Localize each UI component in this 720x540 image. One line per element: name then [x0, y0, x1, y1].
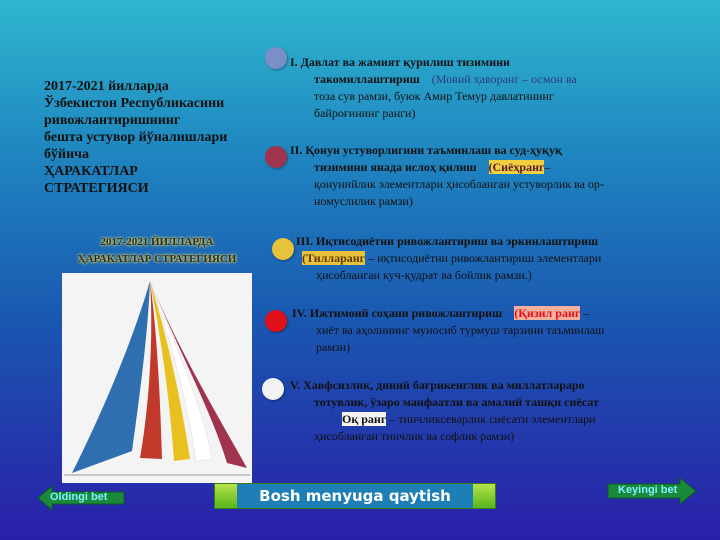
item-text: номуслилик рамзи) [314, 194, 413, 208]
item-heading: III. Иқтисодиётни ривожлантириш ва эркинлаштириш [296, 234, 599, 248]
item-color-tag: (Мовий ҳаворанг – осмон ва [431, 72, 577, 86]
item-text: – [544, 160, 551, 174]
priority-item-4 [292, 305, 604, 356]
page-title [44, 78, 259, 197]
item-color-tag: Оқ ранг [342, 412, 387, 426]
flags-logo-icon [62, 273, 252, 483]
item-text: – иқтисодиётни ривожлантириш элементлари [368, 251, 602, 265]
item-text: – [583, 306, 590, 320]
next-page-label: Keyingi bet [618, 484, 678, 496]
logo-caption-line: ҲАРАКАТЛАР СТРАТЕГИЯСИ [77, 253, 237, 265]
item-text: хнёт ва аҳолининг муносиб турмуш тарзини таъминлаш [316, 323, 605, 337]
item-text: байроғининг ранги) [314, 106, 416, 120]
item-heading: II. Қонун устуворлигини таъминлаш ва суд-ҳуқуқ [290, 143, 562, 157]
item-color-tag: (Тилларанг [302, 251, 366, 265]
prev-page-label: Oldingi bet [50, 491, 108, 503]
item-text: ҳисобланган куч-қудрат ва бойлик рамзи.) [316, 268, 532, 282]
main-menu-label: Bosh menyuga qaytish [237, 484, 473, 508]
next-page-button[interactable] [606, 484, 678, 496]
item-text: рамзи) [316, 340, 351, 354]
title-line: бўйича [44, 147, 90, 162]
strategy-logo-image [62, 273, 252, 483]
item-text: қонунийлик элементлари ҳисобланган устуворлик ва ор- [314, 177, 604, 191]
priority-item-5 [290, 377, 599, 445]
item-heading: IV. Ижтимоий соҳани ривожлантириш [292, 306, 503, 320]
prev-page-button[interactable] [36, 491, 108, 503]
title-line: бешта устувор йўналишлари [44, 130, 228, 145]
dot-purple-icon [265, 146, 287, 168]
priority-item-2 [290, 142, 604, 210]
item-color-tag: (Қизил ранг [514, 306, 581, 320]
item-color-tag: (Сиёҳранг [488, 160, 545, 174]
main-menu-button[interactable] [214, 483, 496, 509]
title-line: ривожлантиришнинг [44, 113, 181, 128]
priority-item-3 [296, 233, 601, 284]
item-text: такомиллаштириш [314, 72, 420, 86]
dot-yellow-icon [272, 238, 294, 260]
title-line: ҲАРАКАТЛАР [44, 164, 138, 179]
title-line: СТРАТЕГИЯСИ [44, 181, 149, 196]
item-heading: V. Хавфсизлик, диний бағрикенглик ва миллатлараро [290, 378, 585, 392]
title-line: Ўзбекистон Республикасини [44, 96, 225, 111]
item-text: тотувлик, ўзаро манфаатли ва амалий ташқи сиёсат [314, 395, 599, 409]
dot-red-icon [265, 310, 287, 332]
item-text: тизимини янада ислоҳ қилиш [314, 160, 477, 174]
logo-caption [52, 234, 262, 268]
priority-item-1 [290, 54, 577, 122]
item-text: ҳисобланган тинчлик ва софлик рамзи) [314, 429, 515, 443]
item-text: тоза сув рамзи, буюк Амир Темур давлатининг [314, 89, 554, 103]
dot-white-icon [262, 378, 284, 400]
item-heading: I. Давлат ва жамият қурилиш тизимини [290, 55, 510, 69]
logo-caption-line: 2017-2021 ЙИЛЛАРДА [100, 236, 214, 248]
dot-blue-icon [265, 47, 287, 69]
title-line: 2017-2021 йилларда [44, 79, 169, 94]
item-text: – тинчликсеварлик сиёсати элементлари [389, 412, 596, 426]
